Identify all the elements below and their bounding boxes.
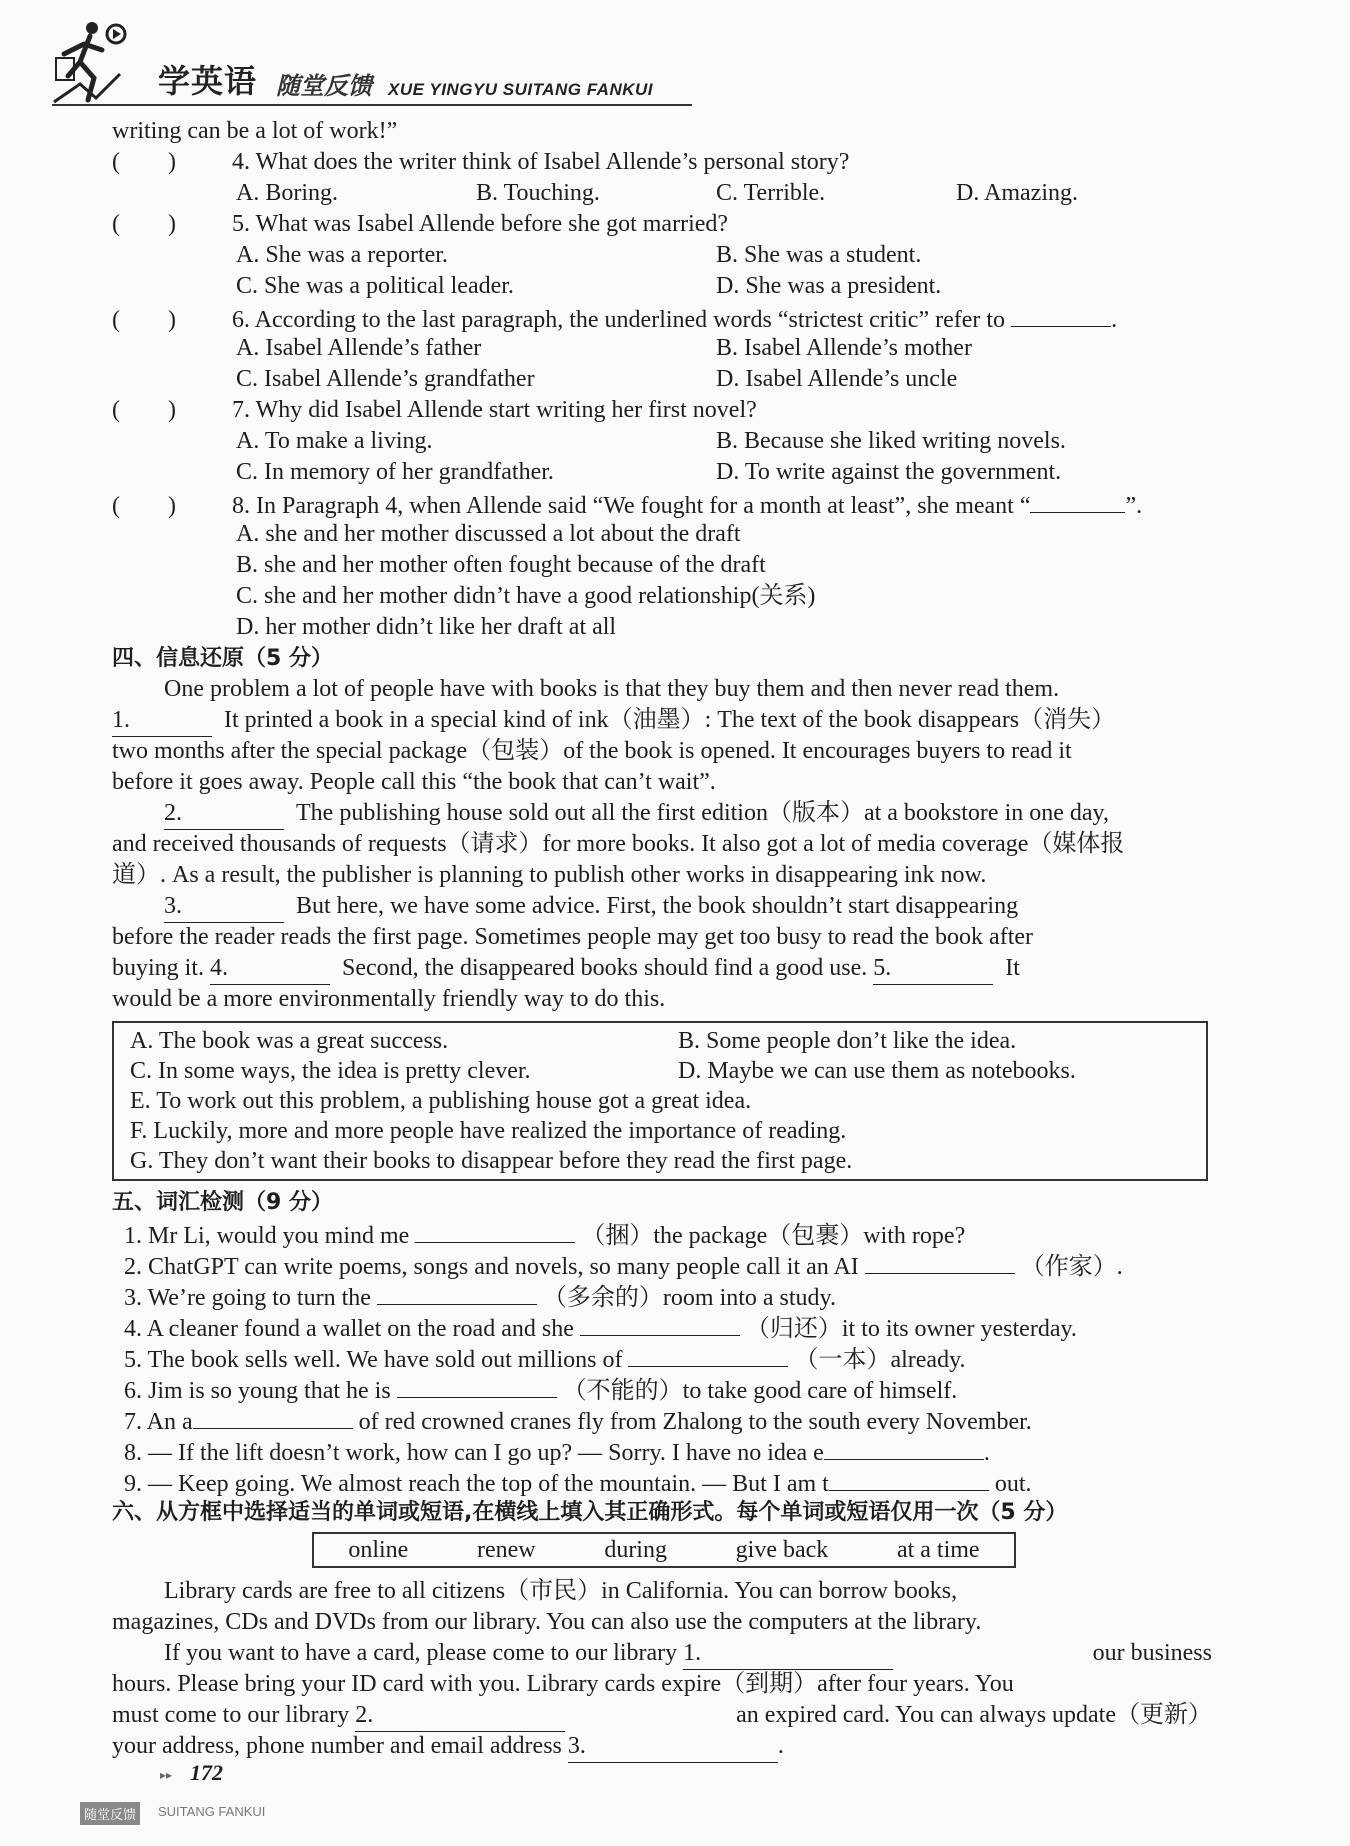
option-f: F. Luckily, more and more people have realized the importance of reading. <box>130 1118 847 1144</box>
option-d: D. Amazing. <box>956 180 1078 206</box>
option-c: C. In some ways, the idea is pretty clever. <box>130 1058 531 1084</box>
answer-paren[interactable]: ( ) <box>112 493 176 519</box>
answer-paren[interactable]: ( ) <box>112 307 176 333</box>
runner-logo-icon <box>50 14 160 114</box>
passage-line <box>112 705 1212 736</box>
word-option: during <box>604 1536 667 1563</box>
passage-line <box>112 891 1212 922</box>
passage-text: must come to our library <box>112 1702 350 1728</box>
word-option: online <box>348 1536 409 1563</box>
vocab-blank[interactable] <box>193 1404 353 1429</box>
passage-line <box>112 798 1212 829</box>
gap-3-blank[interactable]: 3. <box>164 891 284 923</box>
option-d: D. Maybe we can use them as notebooks. <box>678 1058 1076 1084</box>
question-4 <box>112 147 1212 178</box>
option-a: A. Isabel Allende’s father <box>236 335 482 361</box>
passage-text: It printed a book in a special kind of ink（油墨）: The text of the book disappears（消失） <box>224 707 1116 733</box>
option-d: D. She was a president. <box>716 273 942 299</box>
vocab-text: 7. An a <box>124 1409 193 1435</box>
passage-text: our business <box>1092 1640 1212 1666</box>
passage-text: It <box>1005 955 1020 981</box>
passage-line <box>112 953 1212 984</box>
passage-text: two months after the special package（包装）of the book is opened. It encourages buyers to read it <box>112 738 1072 764</box>
passage-text: One problem a lot of people have with books is that they buy them and then never read them. <box>164 676 1060 702</box>
question-5 <box>112 209 1212 240</box>
option-b: B. Because she liked writing novels. <box>716 428 1066 454</box>
vocab-hint: （捆）the package（包裹）with rope? <box>581 1223 966 1249</box>
passage-text: But here, we have some advice. First, the book shouldn’t start disappearing <box>296 893 1019 919</box>
vocab-hint: （不能的）to take good care of himself. <box>562 1378 958 1404</box>
word-option: at a time <box>896 1536 980 1563</box>
passage-text: would be a more environmentally friendly way to do this. <box>112 986 666 1012</box>
question-7-options-row1 <box>112 426 1212 457</box>
page-number: 172 <box>190 1760 223 1785</box>
question-6-options-row1 <box>112 333 1212 364</box>
blank-3[interactable]: 3. <box>568 1731 778 1763</box>
passage-line <box>112 922 1212 953</box>
passage-line <box>112 860 1212 891</box>
passage-line <box>112 1669 1212 1700</box>
option-d: D. To write against the government. <box>716 459 1062 485</box>
option-d: D. Isabel Allende’s uncle <box>716 366 958 392</box>
question-stem: 5. What was Isabel Allende before she got married? <box>232 211 729 237</box>
passage-text: before the reader reads the first page. Sometimes people may get too busy to read the book after <box>112 924 1033 950</box>
vocab-text: 1. Mr Li, would you mind me <box>124 1223 410 1249</box>
passage-text: an expired card. You can always update（更新） <box>736 1702 1212 1728</box>
option-a: A. The book was a great success. <box>130 1028 449 1054</box>
section-5-title: 五、词汇检测（9 分） <box>112 1190 333 1215</box>
option-c: C. Isabel Allende’s grandfather <box>236 366 535 392</box>
option-b: B. Some people don’t like the idea. <box>678 1028 1017 1054</box>
passage-line <box>112 767 1212 798</box>
vocab-blank[interactable] <box>415 1218 575 1243</box>
sentence-end: . <box>777 1733 784 1759</box>
vocab-text: 9. — Keep going. We almost reach the top of the mountain. — But I am t <box>124 1471 829 1497</box>
question-5-options-row1 <box>112 240 1212 271</box>
word-option: give back <box>735 1536 829 1563</box>
passage-text: Library cards are free to all citizens（市民）in California. You can borrow books, <box>164 1578 958 1604</box>
question-8: ( ) 8. In Paragraph 4, when Allende said “We fought for a month at least”, she meant “ ”. <box>112 488 1212 519</box>
word-option: renew <box>477 1536 536 1563</box>
vocab-item-9 <box>112 1466 1212 1497</box>
vocab-item-2 <box>112 1249 1212 1280</box>
vocab-text: 8. — If the lift doesn’t work, how can I go up? — Sorry. I have no idea e <box>124 1440 824 1466</box>
vocab-item-1 <box>112 1218 1212 1249</box>
passage-line <box>112 1607 1212 1638</box>
passage-line <box>112 736 1212 767</box>
vocab-blank[interactable] <box>865 1249 1015 1274</box>
passage-text: 道）. As a result, the publisher is planning to publish other works in disappearing ink now. <box>112 862 987 888</box>
header-divider <box>52 104 692 106</box>
question-stem: 7. Why did Isabel Allende start writing her first novel? <box>232 397 757 423</box>
page-header <box>50 14 750 114</box>
vocab-item-5 <box>112 1342 1212 1373</box>
passage-text: your address, phone number and email address <box>112 1733 562 1759</box>
passage-line <box>112 1638 1212 1669</box>
intro-line: writing can be a lot of work!” <box>112 118 398 144</box>
vocab-text: 2. ChatGPT can write poems, songs and novels, so many people call it an AI <box>124 1254 859 1280</box>
vocab-text: 3. We’re going to turn the <box>124 1285 371 1311</box>
option-c: C. In memory of her grandfather. <box>236 459 554 485</box>
option-g: G. They don’t want their books to disappear before they read the first page. <box>130 1148 853 1174</box>
passage-line <box>112 984 1212 1015</box>
passage-line <box>112 1576 1212 1607</box>
vocab-hint: out. <box>994 1471 1032 1497</box>
vocab-blank[interactable] <box>628 1342 788 1367</box>
vocab-hint: of red crowned cranes fly from Zhalong to the south every November. <box>358 1409 1032 1435</box>
gap-2-blank[interactable]: 2. <box>164 798 284 830</box>
vocab-hint: （多余的）room into a study. <box>542 1285 837 1311</box>
option-c: C. Terrible. <box>716 180 826 206</box>
option-b: B. Touching. <box>476 180 600 206</box>
page-footer <box>80 1760 380 1830</box>
main-content <box>112 116 1212 1762</box>
vocab-item-8 <box>112 1435 1212 1466</box>
question-8-option-b: B. she and her mother often fought because of the draft <box>236 552 766 578</box>
question-stem: 4. What does the writer think of Isabel Allende’s personal story? <box>232 149 850 175</box>
word-box <box>312 1532 1016 1568</box>
vocab-blank[interactable] <box>580 1311 740 1336</box>
vocab-hint: （一本）already. <box>794 1347 966 1373</box>
gap-1-blank[interactable]: 1. <box>112 705 212 737</box>
question-5-options-row2 <box>112 271 1212 302</box>
question-8-option-a: A. she and her mother discussed a lot about the draft <box>236 521 741 547</box>
passage-text: and received thousands of requests（请求）for more books. It also got a lot of media coverage（媒体报 <box>112 831 1125 857</box>
options-box <box>112 1021 1208 1181</box>
vocab-blank[interactable] <box>397 1373 557 1398</box>
passage-text: magazines, CDs and DVDs from our library. You can also use the computers at the library. <box>112 1609 982 1635</box>
passage-text: before it goes away. People call this “the book that can’t wait”. <box>112 769 716 795</box>
question-stem: 8. In Paragraph 4, when Allende said “We fought for a month at least”, she meant “ <box>232 493 1031 519</box>
vocab-item-6 <box>112 1373 1212 1404</box>
option-b: B. She was a student. <box>716 242 922 268</box>
option-a: A. She was a reporter. <box>236 242 448 268</box>
vocab-hint: （作家）. <box>1020 1254 1123 1280</box>
vocab-item-4 <box>112 1311 1212 1342</box>
question-7 <box>112 395 1212 426</box>
vocab-hint: . <box>983 1440 990 1466</box>
passage-line <box>112 1700 1212 1731</box>
passage-text: Second, the disappeared books should find a good use. <box>342 955 868 981</box>
option-e: E. To work out this problem, a publishing house got a great idea. <box>130 1088 752 1114</box>
question-4-options <box>112 178 1212 209</box>
vocab-blank[interactable] <box>377 1280 537 1305</box>
blank-1[interactable]: 1. <box>683 1638 893 1670</box>
passage-text: hours. Please bring your ID card with you. Library cards expire（到期）after four years. You <box>112 1671 1014 1697</box>
blank-2[interactable]: 2. <box>355 1700 565 1732</box>
vocab-hint: （归还）it to its owner yesterday. <box>745 1316 1077 1342</box>
footer-label: 随堂反馈 <box>80 1802 140 1825</box>
vocab-blank[interactable] <box>829 1466 989 1491</box>
question-stem: 6. According to the last paragraph, the underlined words “strictest critic” refer to <box>232 307 1006 333</box>
option-b: B. Isabel Allende’s mother <box>716 335 972 361</box>
passage-line <box>112 674 1212 705</box>
answer-paren[interactable]: ( ) <box>112 211 176 237</box>
footer-english: SUITANG FANKUI <box>158 1804 266 1819</box>
question-6: ( ) 6. According to the last paragraph, the underlined words “strictest critic” refer to . <box>112 302 1212 333</box>
vocab-text: 4. A cleaner found a wallet on the road and she <box>124 1316 574 1342</box>
option-a: A. To make a living. <box>236 428 433 454</box>
brand-english: XUE YINGYU SUITANG FANKUI <box>388 80 654 99</box>
answer-blank[interactable] <box>1011 302 1111 327</box>
vocab-blank[interactable] <box>824 1435 984 1460</box>
vocab-item-3 <box>112 1280 1212 1311</box>
passage-line <box>112 1731 1212 1762</box>
passage-text: If you want to have a card, please come to our library <box>164 1640 678 1666</box>
vocab-item-7 <box>112 1404 1212 1435</box>
section-4-title: 四、信息还原（5 分） <box>112 646 333 671</box>
question-8-option-c: C. she and her mother didn’t have a good relationship(关系) <box>236 583 816 609</box>
gap-5-blank[interactable]: 5. <box>873 953 993 985</box>
answer-paren[interactable]: ( ) <box>112 397 176 423</box>
answer-paren[interactable]: ( ) <box>112 149 176 175</box>
brand-subtitle: 随堂反馈 <box>276 72 372 100</box>
question-7-options-row2 <box>112 457 1212 488</box>
question-8-option-d: D. her mother didn’t like her draft at all <box>236 614 617 640</box>
arrow-icon: ▸▸ <box>160 1768 173 1782</box>
option-a: A. Boring. <box>236 180 338 206</box>
passage-text: The publishing house sold out all the first edition（版本）at a bookstore in one day, <box>296 800 1109 826</box>
passage-text: buying it. <box>112 955 205 981</box>
section-6-title: 六、从方框中选择适当的单词或短语,在横线上填入其正确形式。每个单词或短语仅用一次（5 分） <box>112 1500 1068 1525</box>
question-6-options-row2 <box>112 364 1212 395</box>
answer-blank[interactable] <box>1030 488 1125 513</box>
passage-line <box>112 829 1212 860</box>
brand-title: 学英语 <box>158 62 258 100</box>
gap-4-blank[interactable]: 4. <box>210 953 330 985</box>
vocab-text: 6. Jim is so young that he is <box>124 1378 391 1404</box>
vocab-text: 5. The book sells well. We have sold out millions of <box>124 1347 623 1373</box>
option-c: C. She was a political leader. <box>236 273 514 299</box>
